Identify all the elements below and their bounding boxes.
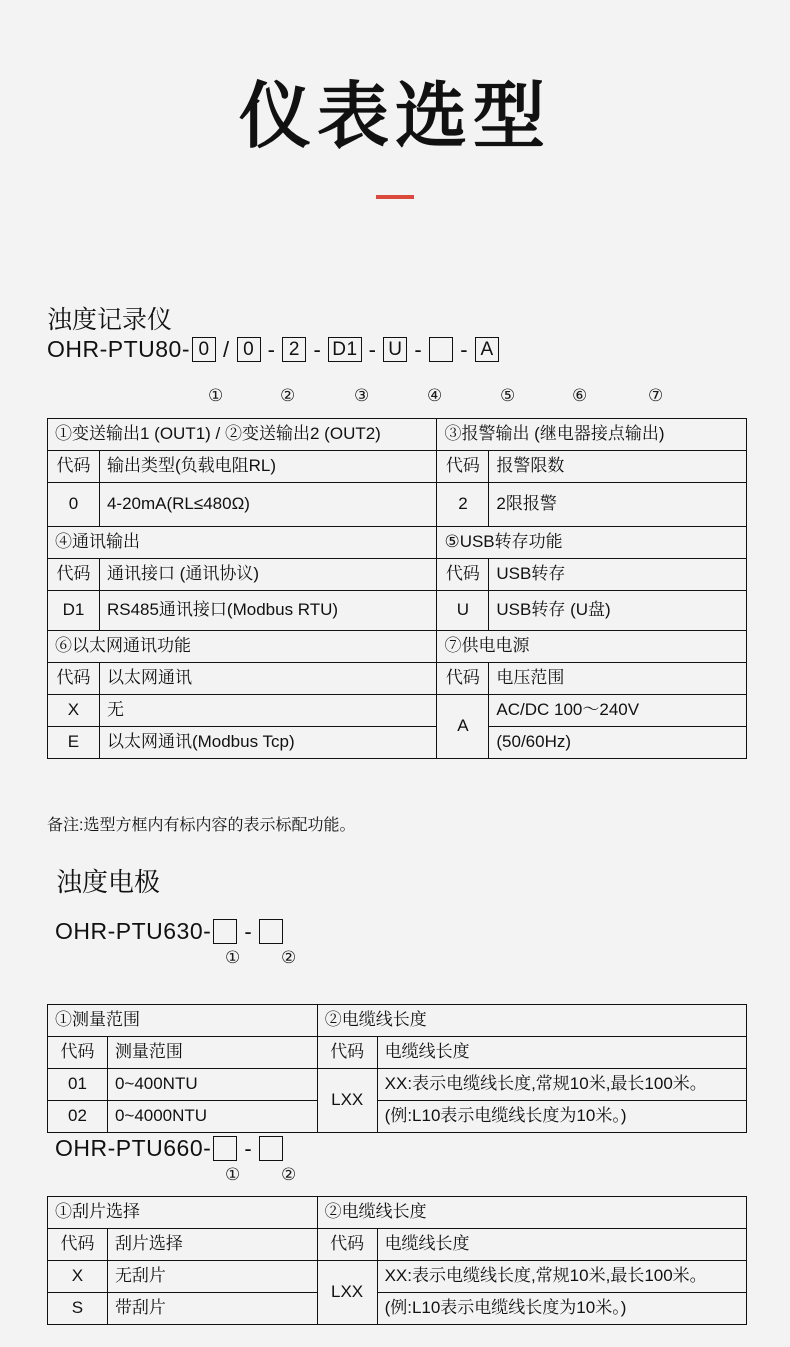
cell-out-header: ①变送输出1 (OUT1) / ②变送输出2 (OUT2): [48, 419, 437, 451]
model-sep-4: -: [368, 336, 377, 362]
cell-630-range-01: 0~400NTU: [107, 1068, 317, 1100]
cell-code-x: X: [48, 694, 100, 726]
model660-mark-2: ②: [281, 1165, 297, 1184]
cell-code-label-4: 代码: [437, 558, 489, 590]
table-row: [48, 1068, 747, 1100]
cell-power-header: ⑦供电电源: [437, 630, 747, 662]
model630-sep-1: -: [244, 918, 253, 944]
cell-630-code-label-1: 代码: [48, 1036, 108, 1068]
table-row: [48, 1292, 747, 1324]
model-code-ptu80: [47, 336, 501, 363]
cell-code-label-1: 代码: [48, 450, 100, 482]
selection-table-ptu630: [47, 1004, 747, 1133]
table-row: [48, 558, 747, 590]
cell-voltage-label: 电压范围: [489, 662, 747, 694]
table-row: [48, 662, 747, 694]
cell-alarm-count-value: 2限报警: [489, 482, 747, 526]
model-prefix-ptu660: OHR-PTU660-: [55, 1135, 212, 1161]
cell-630-range-02: 0~4000NTU: [107, 1100, 317, 1132]
cell-630-cable-example: (例:L10表示电缆线长度为10米。): [377, 1100, 746, 1132]
cell-630-cable-label: 电缆线长度: [377, 1036, 746, 1068]
cell-voltage-value: AC/DC 100～240V: [489, 694, 747, 726]
cell-660-code-s: S: [48, 1292, 108, 1324]
model-field-4[interactable]: D1: [328, 337, 361, 362]
model630-field-1[interactable]: [213, 919, 237, 944]
cell-ethernet-value: 以太网通讯(Modbus Tcp): [99, 726, 437, 758]
selection-table-ptu660: [47, 1196, 747, 1325]
cell-usb-header: ⑤USB转存功能: [437, 526, 747, 558]
model-field-2[interactable]: 0: [237, 337, 261, 362]
table-row: [48, 694, 747, 726]
table-row: [48, 1228, 747, 1260]
cell-code-e: E: [48, 726, 100, 758]
model-code-ptu630: [55, 918, 285, 945]
model-prefix-ptu630: OHR-PTU630-: [55, 918, 212, 944]
cell-code-a: A: [437, 694, 489, 758]
model-sep-1: /: [223, 336, 230, 362]
model-sep-6: -: [460, 336, 469, 362]
cell-630-cable-desc: XX:表示电缆线长度,常规10米,最长100米。: [377, 1068, 746, 1100]
cell-660-cable-example: (例:L10表示电缆线长度为10米。): [377, 1292, 746, 1324]
cell-code-0: 0: [48, 482, 100, 526]
cell-660-wiper-with: 带刮片: [107, 1292, 317, 1324]
title-divider: [376, 195, 414, 199]
selection-table-recorder: [47, 418, 747, 759]
cell-comm-interface-label: 通讯接口 (通讯协议): [99, 558, 437, 590]
cell-630-code-label-2: 代码: [317, 1036, 377, 1068]
model-sep-2: -: [267, 336, 276, 362]
cell-voltage-freq: (50/60Hz): [489, 726, 747, 758]
model630-mark-2: ②: [281, 948, 297, 967]
model660-sep-1: -: [244, 1135, 253, 1161]
model-mark-7: ⑦: [648, 386, 664, 405]
model-field-5[interactable]: U: [383, 337, 407, 362]
model-mark-2: ②: [280, 386, 296, 405]
cell-660-code-label-2: 代码: [317, 1228, 377, 1260]
cell-660-code-lxx: LXX: [317, 1260, 377, 1324]
model630-mark-1: ①: [225, 948, 241, 967]
page-header: [0, 0, 790, 199]
cell-code-label-2: 代码: [437, 450, 489, 482]
cell-660-wiper-none: 无刮片: [107, 1260, 317, 1292]
cell-output-type-label: 输出类型(负载电阻RL): [99, 450, 437, 482]
cell-630-code-02: 02: [48, 1100, 108, 1132]
table-row: [48, 482, 747, 526]
cell-ethernet-none: 无: [99, 694, 437, 726]
cell-usb-label: USB转存: [489, 558, 747, 590]
model-sep-3: -: [313, 336, 322, 362]
cell-660-cable-header: ②电缆线长度: [317, 1197, 746, 1229]
cell-code-label-5: 代码: [48, 662, 100, 694]
table-row: [48, 1260, 747, 1292]
remark-text: 备注:选型方框内有标内容的表示标配功能。: [47, 817, 356, 834]
model660-field-2[interactable]: [259, 1136, 283, 1161]
model-mark-4: ④: [427, 386, 443, 405]
table-row: [48, 1005, 747, 1037]
table-row: [48, 726, 747, 758]
model-code-ptu660: [55, 1135, 285, 1162]
cell-660-cable-desc: XX:表示电缆线长度,常规10米,最长100米。: [377, 1260, 746, 1292]
model-prefix-ptu80: OHR-PTU80-: [47, 336, 191, 362]
cell-630-range-header: ①测量范围: [48, 1005, 318, 1037]
model-field-3[interactable]: 2: [282, 337, 306, 362]
cell-code-label-6: 代码: [437, 662, 489, 694]
cell-660-wiper-header: ①刮片选择: [48, 1197, 318, 1229]
cell-ethernet-header: ⑥以太网通讯功能: [48, 630, 437, 662]
cell-630-cable-header: ②电缆线长度: [317, 1005, 746, 1037]
cell-ethernet-label: 以太网通讯: [99, 662, 437, 694]
table-row: [48, 630, 747, 662]
table-row: [48, 526, 747, 558]
model-sep-5: -: [414, 336, 423, 362]
cell-output-type-value: 4-20mA(RL≤480Ω): [99, 482, 437, 526]
section-title-recorder: 浊度记录仪: [47, 306, 173, 334]
cell-alarm-header: ③报警输出 (继电器接点输出): [437, 419, 747, 451]
model-field-6[interactable]: [429, 337, 453, 362]
model660-field-1[interactable]: [213, 1136, 237, 1161]
model-mark-5: ⑤: [500, 386, 516, 405]
table-row: [48, 590, 747, 630]
section-title-electrode: 浊度电极: [56, 867, 161, 897]
model-mark-6: ⑥: [572, 386, 588, 405]
cell-660-cable-label: 电缆线长度: [377, 1228, 746, 1260]
cell-comm-interface-value: RS485通讯接口(Modbus RTU): [99, 590, 437, 630]
cell-630-code-01: 01: [48, 1068, 108, 1100]
cell-alarm-count-label: 报警限数: [489, 450, 747, 482]
table-row: [48, 1100, 747, 1132]
cell-code-label-3: 代码: [48, 558, 100, 590]
page-title: 仪表选型: [238, 77, 551, 157]
cell-660-code-x: X: [48, 1260, 108, 1292]
model660-mark-1: ①: [225, 1165, 241, 1184]
cell-comm-header: ④通讯输出: [48, 526, 437, 558]
model-mark-3: ③: [354, 386, 370, 405]
model630-field-2[interactable]: [259, 919, 283, 944]
cell-code-d1: D1: [48, 590, 100, 630]
cell-usb-value: USB转存 (U盘): [489, 590, 747, 630]
table-row: [48, 1036, 747, 1068]
cell-660-code-label-1: 代码: [48, 1228, 108, 1260]
cell-code-u: U: [437, 590, 489, 630]
cell-630-code-lxx: LXX: [317, 1068, 377, 1132]
table-row: [48, 450, 747, 482]
table-row: [48, 419, 747, 451]
table-row: [48, 1197, 747, 1229]
model-field-1[interactable]: 0: [192, 337, 216, 362]
model-mark-1: ①: [208, 386, 224, 405]
cell-660-wiper-label: 刮片选择: [107, 1228, 317, 1260]
cell-630-range-label: 测量范围: [107, 1036, 317, 1068]
cell-code-2: 2: [437, 482, 489, 526]
model-field-7[interactable]: A: [475, 337, 499, 362]
